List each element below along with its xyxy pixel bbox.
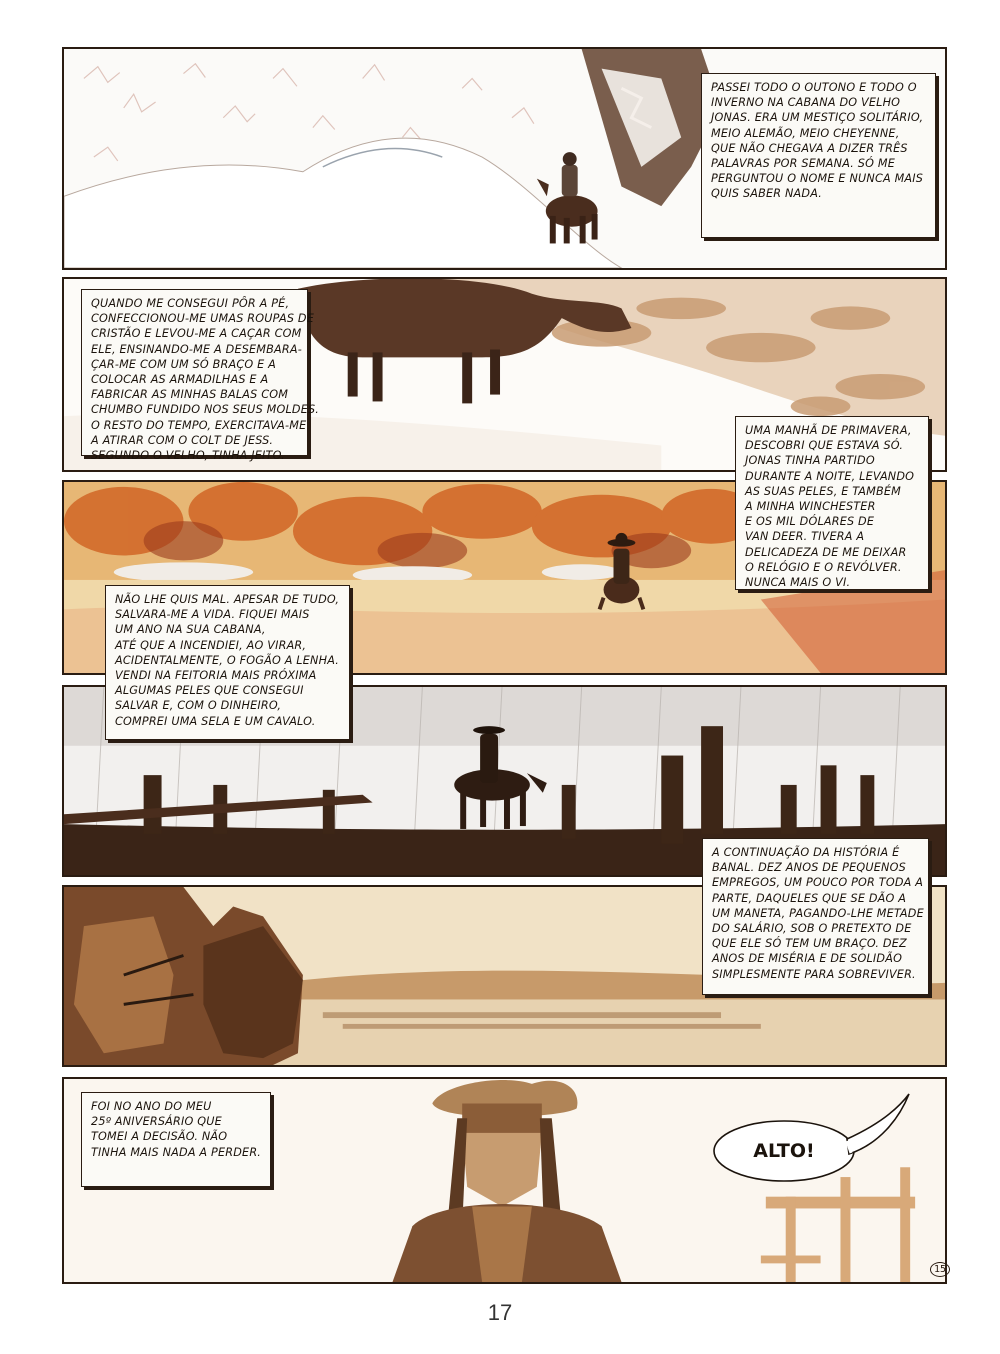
panel-6-cowboy-portrait — [62, 1077, 947, 1284]
caption-box: FOI NO ANO DO MEU 25º ANIVERSÁRIO QUE TOMEI A DECISÃO. NÃO TINHA MAIS NADA A PERDER. — [81, 1092, 271, 1187]
caption-box: QUANDO ME CONSEGUI PÔR A PÉ, CONFECCIONOU-ME UMAS ROUPAS DE CRISTÃO E LEVOU-ME A CAÇAR COM ELE, ENSINANDO-ME A DESEMBARA- ÇAR-ME COM UM SÓ BRAÇO E A COLOCAR AS ARMADILHAS E A FABRICAR AS MINHAS BALAS COM CHUMBO FUNDIDO NOS SEUS MOLDES. O RESTO DO TEMPO, EXERCITAVA-ME A ATIRAR COM O COLT DE JESS. SEGUNDO O VELHO, TINHA JEITO. — [81, 289, 308, 456]
caption-box: A CONTINUAÇÃO DA HISTÓRIA É BANAL. DEZ ANOS DE PEQUENOS EMPREGOS, UM POUCO POR TODA A PARTE, DAQUELES QUE SE DÃO A UM MANETA, PAGANDO-LHE METADE DO SALÁRIO, SOB O PRETEXTO DE QUE ELE SÓ TEM UM BRAÇO. DEZ ANOS DE MISÉRIA E DE SOLIDÃO SIMPLESMENTE PARA SOBREVIVER. — [702, 838, 929, 995]
caption-box: UMA MANHÃ DE PRIMAVERA, DESCOBRI QUE ESTAVA SÓ. JONAS TINHA PARTIDO DURANTE A NOITE, LEVANDO AS SUAS PELES, E TAMBÉM A MINHA WINCHESTER E OS MIL DÓLARES DE VAN DEER. TIVERA A DELICADEZA DE ME DEIXAR O RELÓGIO E O REVÓLVER. NUNCA MAIS O VI. — [735, 416, 929, 590]
speech-balloon-text: ALTO! — [753, 1140, 815, 1162]
speech-balloon — [699, 1089, 929, 1189]
page-number: 17 — [487, 1300, 513, 1325]
caption-box: NÃO LHE QUIS MAL. APESAR DE TUDO, SALVARA-ME A VIDA. FIQUEI MAIS UM ANO NA SUA CABANA, ATÉ QUE A INCENDIEI, AO VIRAR, ACIDENTALMENTE, O FOGÃO A LENHA. VENDI NA FEITORIA MAIS PRÓXIMA ALGUMAS PELES QUE CONSEGUI SALVAR E, COM O DINHEIRO, COMPREI UMA SELA E UM CAVALO. — [105, 585, 350, 740]
cowboy-figure — [393, 1080, 622, 1282]
artist-mark: 15 — [930, 1262, 950, 1277]
caption-box: PASSEI TODO O OUTONO E TODO O INVERNO NA CABANA DO VELHO JONAS. ERA UM MESTIÇO SOLITÁRIO, MEIO ALEMÃO, MEIO CHEYENNE, QUE NÃO CHEGAVA A DIZER TRÊS PALAVRAS POR SEMANA. SÓ ME PERGUNTOU O NOME E NUNCA MAIS QUIS SABER NADA. — [701, 73, 936, 238]
panel-1-snow-mountain — [62, 47, 947, 270]
